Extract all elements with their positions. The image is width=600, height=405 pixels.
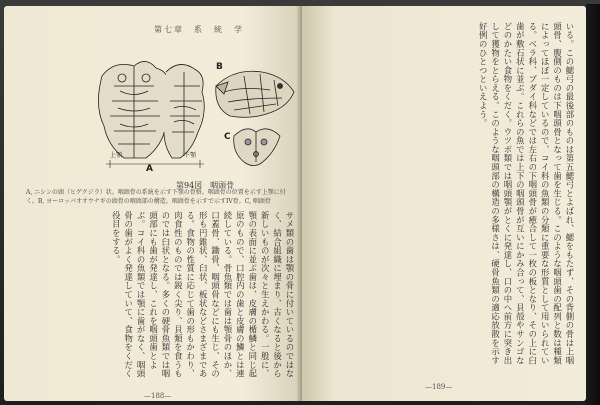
right-page-body-text: いる。この鰓弓の最後部のものは第五鰓弓とよばれ、鰓をもたず、その背側の骨は上咽頭骨、腹側のものは下咽頭骨となって歯を生じる。このような咽頭歯の配列と数は種類によってほぼ一定しているので、コイ科の魚類の分類に重要な形質として用いられている。ベラ科、ブダイ科などでは左右の下咽頭骨が癒合して一枚の板となり、その上に臼歯が敷石状に並ぶ。これらの魚では上下の咽頭骨が互いにかみ合って、貝殻やサンゴなどのかたい食物をくだく。ウツボ類では咽頭顎がとくに発達し、口の中へ前方に突き出して獲物をとらえる。このような咽頭部の構造の多様さは、硬骨魚類の適応放散を示す好例のひとつといえよう。 xyxy=(478,22,575,365)
left-page xyxy=(4,6,302,401)
left-page-body-text: サメ類の歯は顎の骨に付いているのではなく、結合組織に埋まり、古くなると後から新しいものが次々と生えかわる。一般に、顎の表面に並ぶ歯は、皮膚の楯鱗と同じ起原のもので、口腔内の歯と皮膚の鱗とは連続している。骨魚類では歯は顎骨のほか、口蓋骨、鋤骨、咽頭骨などにも生じ、その形も円錐状、臼状、板状などさまざまである。食物の性質に応じて歯の形もかわり、肉食性のものでは鋭く尖り、貝類を食うものでは臼状となる。多くの硬骨魚類では咽頭部にも歯が発達し、これを咽頭歯とよぶ。コイ科の魚類では顎に歯がなく、咽頭骨の歯がよく発達していて、食物をくだく役目をする。 xyxy=(111,211,295,379)
figure-label-b: B xyxy=(216,62,223,72)
running-head: 第七章 系 統 学 xyxy=(154,25,244,34)
figure-illustration xyxy=(84,46,299,181)
right-page xyxy=(302,6,586,401)
page-number-right: —189— xyxy=(425,383,453,391)
figure-pharyngeal-bones xyxy=(84,46,299,181)
figure-caption: A, ニシンの頭（ヒゲクジラ）状。咽頭骨の系統を示す下顎の骨格。咽頭骨の位置を示す上顎に付く。B, ヨーロッパオオウナギの頭骨の咽頭部の構造。咽頭骨を示すで示すIV骨。C, 咽頭骨 xyxy=(26,189,286,205)
figure-title: 第94図 咽頭骨 xyxy=(176,181,235,190)
book-cover-edge xyxy=(586,4,600,405)
figure-label-a: A xyxy=(146,164,153,174)
figure-label-upper: 上顎 xyxy=(110,152,123,159)
figure-label-c: C xyxy=(224,132,231,142)
figure-label-lower: 下顎 xyxy=(184,152,197,159)
page-number-left: —188— xyxy=(144,392,172,400)
